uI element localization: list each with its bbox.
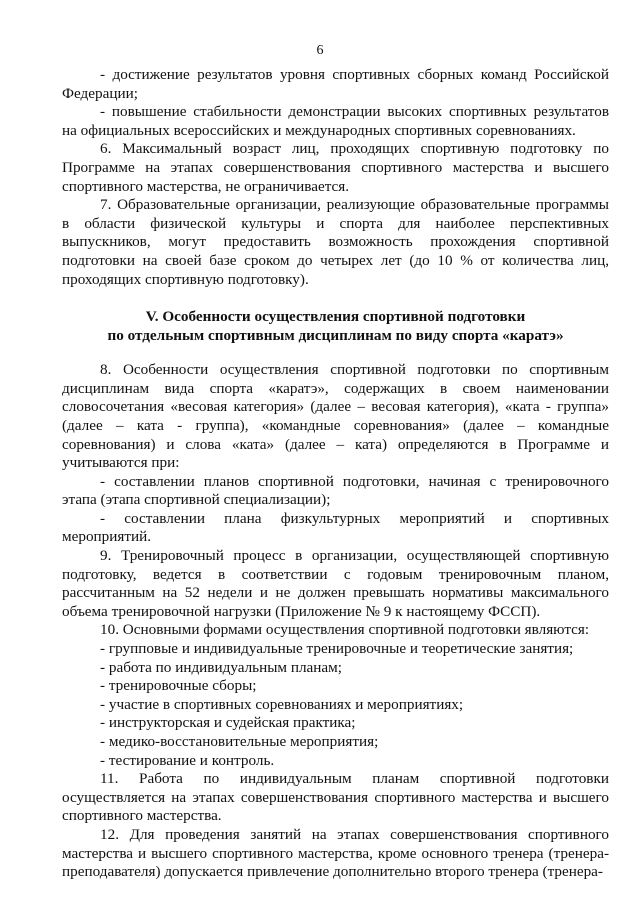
list-item: - групповые и индивидуальные тренировочные и теоретические занятия; bbox=[100, 640, 574, 658]
paragraph: 11. Работа по индивидуальным планам спортивной подготовки осуществляется на этапах совершенствования спортивного мастерства и высшего спортивного мастерства. bbox=[62, 770, 609, 825]
paragraph: 8. Особенности осуществления спортивной подготовки по спортивным дисциплинам вида спорта «каратэ», содержащих в своем наименовании словосочетания «весовая категория» (далее – весовая категория), «ката - группа» (далее – ката - группа), «командные соревнования» (далее – командные соревнования) и слова «ката» (далее – ката) определяются в Программе и учитываются при: bbox=[62, 361, 609, 472]
paragraph: 9. Тренировочный процесс в организации, осуществляющей спортивную подготовку, ведется в соответствии с годовым тренировочным планом, рассчитанным на 52 недели и не должен превышать нормативы максимального объема тренировочной нагрузки (Приложение № 9 к настоящему ФССП). bbox=[62, 547, 609, 620]
section-heading bbox=[62, 307, 609, 345]
paragraph: 6. Максимальный возраст лиц, проходящих спортивную подготовку по Программе на этапах совершенствования спортивного мастерства и высшего спортивного мастерства, не ограничивается. bbox=[62, 140, 609, 195]
list-item: - медико-восстановительные мероприятия; bbox=[100, 733, 379, 750]
paragraph: 7. Образовательные организации, реализующие образовательные программы в области физической культуры и спорта для наиболее перспективных выпускников, могут предоставить возможность прохождения спортивной подготовки на своей базе сроком до четырех лет (до 10 % от количества лиц, проходящих спортивную подготовку). bbox=[62, 196, 609, 288]
paragraph: 10. Основными формами осуществления спортивной подготовки являются: bbox=[100, 621, 590, 639]
list-item: - работа по индивидуальным планам; bbox=[100, 658, 342, 676]
section-heading-line: V. Особенности осуществления спортивной подготовки bbox=[145, 308, 526, 326]
list-item: - участие в спортивных соревнованиях и мероприятиях; bbox=[100, 695, 464, 713]
list-item: - инструкторская и судейская практика; bbox=[100, 714, 356, 732]
paragraph: 12. Для проведения занятий на этапах совершенствования спортивного мастерства и высшего спортивного мастерства, кроме основного тренера (тренера-преподавателя) допускается привлечение дополнительно второго тренера (тренера- bbox=[62, 825, 609, 881]
paragraph: - составлении плана физкультурных мероприятий и спортивных мероприятий. bbox=[62, 509, 609, 546]
paragraph: - составлении планов спортивной подготовки, начиная с тренировочного этапа (этапа спортивной специализации); bbox=[62, 472, 609, 509]
list-item: - тренировочные сборы; bbox=[100, 677, 257, 695]
page-number: 6 bbox=[316, 43, 324, 58]
paragraph: - достижение результатов уровня спортивных сборных команд Российской Федерации; bbox=[62, 66, 609, 102]
paragraph: - повышение стабильности демонстрации высоких спортивных результатов на официальных всероссийских и международных спортивных соревнованиях. bbox=[62, 103, 609, 139]
list-item: - тестирование и контроль. bbox=[100, 751, 275, 769]
section-heading-line: по отдельным спортивным дисциплинам по виду спорта «каратэ» bbox=[107, 327, 564, 345]
document-body bbox=[62, 66, 609, 882]
